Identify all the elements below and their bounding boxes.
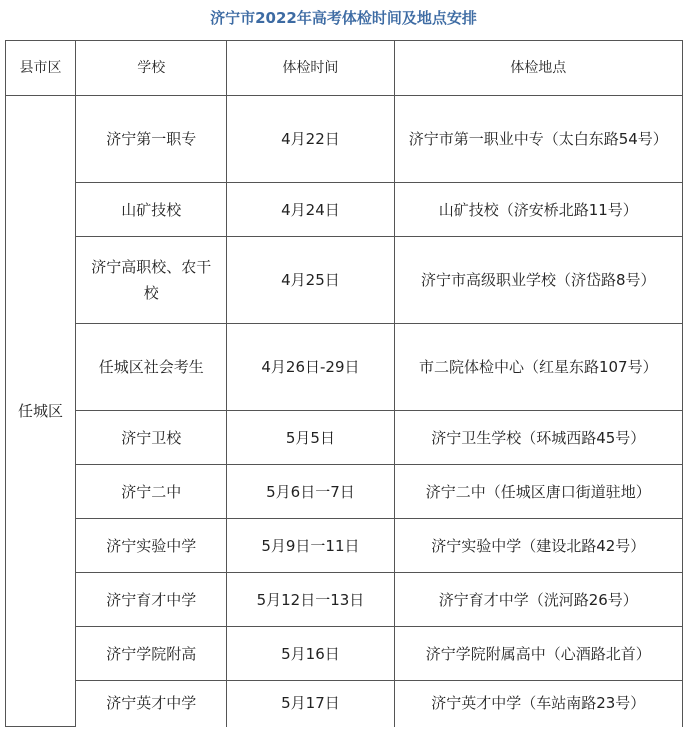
time-cell: 5月9日一11日 xyxy=(227,519,394,573)
place-cell: 济宁二中（任城区唐口街道驻地） xyxy=(394,465,682,519)
school-cell: 山矿技校 xyxy=(76,183,227,237)
place-cell: 济宁学院附属高中（心酒路北首） xyxy=(394,627,682,681)
table-row xyxy=(6,96,683,183)
place-cell: 济宁育才中学（洸河路26号） xyxy=(394,573,682,627)
time-cell: 5月6日一7日 xyxy=(227,465,394,519)
table-row xyxy=(6,465,683,519)
time-cell: 4月25日 xyxy=(227,237,394,324)
time-cell: 5月16日 xyxy=(227,627,394,681)
table-row xyxy=(6,681,683,727)
time-cell: 5月5日 xyxy=(227,411,394,465)
table-row xyxy=(6,237,683,324)
place-cell: 济宁英才中学（车站南路23号） xyxy=(394,681,682,727)
time-cell: 5月17日 xyxy=(227,681,394,727)
county-cell: 任城区 xyxy=(6,96,76,727)
place-cell: 济宁卫生学校（环城西路45号） xyxy=(394,411,682,465)
header-school: 学校 xyxy=(76,41,227,96)
time-cell: 4月22日 xyxy=(227,96,394,183)
school-cell: 济宁英才中学 xyxy=(76,681,227,727)
time-cell: 4月24日 xyxy=(227,183,394,237)
place-cell: 山矿技校（济安桥北路11号） xyxy=(394,183,682,237)
school-cell: 济宁第一职专 xyxy=(76,96,227,183)
place-cell: 济宁市高级职业学校（济岱路8号） xyxy=(394,237,682,324)
school-cell: 济宁育才中学 xyxy=(76,573,227,627)
table-row xyxy=(6,573,683,627)
place-cell: 济宁实验中学（建设北路42号） xyxy=(394,519,682,573)
time-cell: 4月26日-29日 xyxy=(227,324,394,411)
place-cell: 市二院体检中心（红星东路107号） xyxy=(394,324,682,411)
header-time: 体检时间 xyxy=(227,41,394,96)
school-cell: 济宁高职校、农干校 xyxy=(76,237,227,324)
school-cell: 济宁卫校 xyxy=(76,411,227,465)
schedule-table xyxy=(5,40,683,727)
time-cell: 5月12日一13日 xyxy=(227,573,394,627)
place-cell: 济宁市第一职业中专（太白东路54号） xyxy=(394,96,682,183)
table-row xyxy=(6,627,683,681)
table-row xyxy=(6,411,683,465)
table-row xyxy=(6,183,683,237)
school-cell: 济宁实验中学 xyxy=(76,519,227,573)
school-cell: 济宁学院附高 xyxy=(76,627,227,681)
header-place: 体检地点 xyxy=(394,41,682,96)
table-row xyxy=(6,324,683,411)
school-cell: 任城区社会考生 xyxy=(76,324,227,411)
header-county: 县市区 xyxy=(6,41,76,96)
school-cell: 济宁二中 xyxy=(76,465,227,519)
page-title: 济宁市2022年高考体检时间及地点安排 xyxy=(210,9,477,27)
table-header-row xyxy=(6,41,683,96)
table-row xyxy=(6,519,683,573)
